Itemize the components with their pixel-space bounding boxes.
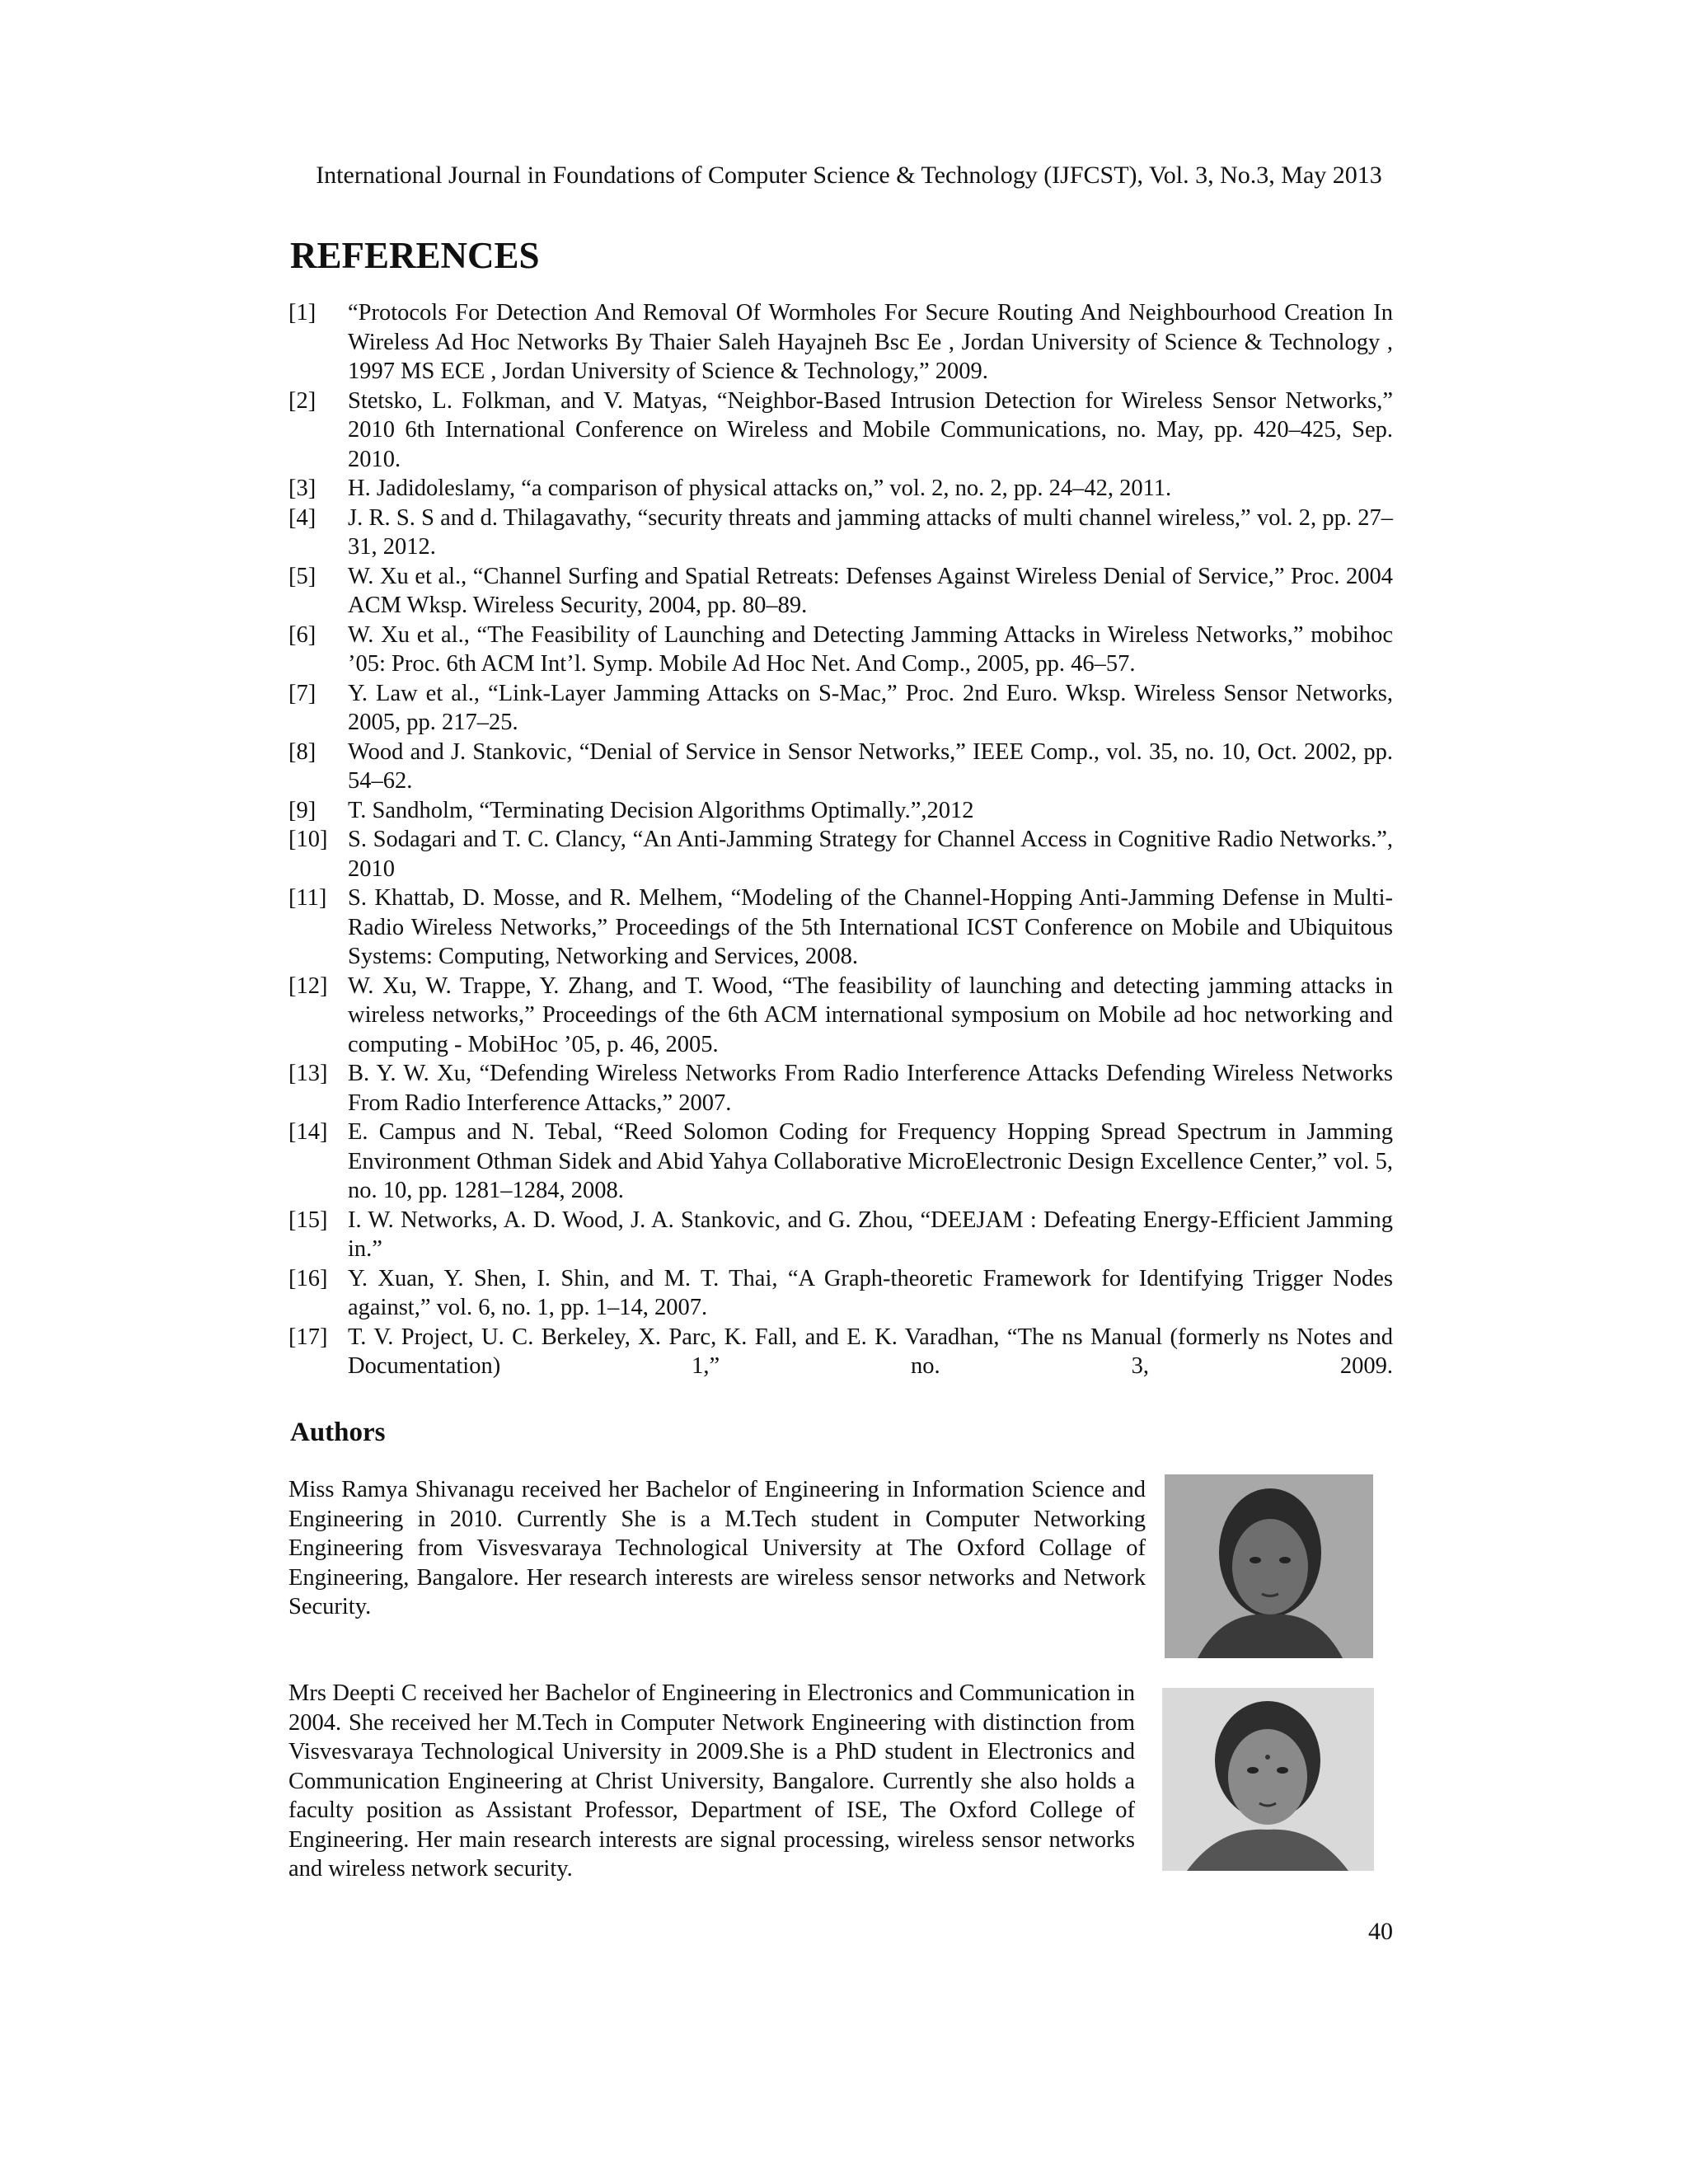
reference-item: [288, 679, 1393, 738]
reference-number: [1]: [288, 300, 316, 326]
reference-item: [288, 504, 1393, 562]
reference-item: [288, 796, 1393, 826]
reference-number: [6]: [288, 621, 316, 648]
reference-text: W. Xu et al., “Channel Surfing and Spatial Retreats: Defenses Against Wireless Denial of Service,” Proc. 2004 ACM Wksp. Wireless Security, 2004, pp. 80–89.: [348, 563, 1393, 618]
reference-text: W. Xu et al., “The Feasibility of Launching and Detecting Jamming Attacks in Wireless Networks,” mobihoc ’05: Proc. 6th ACM Int’l. Symp. Mobile Ad Hoc Net. And Comp., 2005, pp. 46–57.: [348, 621, 1393, 677]
reference-list: [288, 298, 1393, 1381]
reference-item: [288, 972, 1393, 1060]
reference-text: T. Sandholm, “Terminating Decision Algorithms Optimally.”,2012: [348, 797, 974, 823]
reference-item: [288, 883, 1393, 972]
reference-text: B. Y. W. Xu, “Defending Wireless Networks From Radio Interference Attacks Defending Wireless Networks From Radio Interference Attacks,” 2007.: [348, 1061, 1393, 1116]
page-number: 40: [1368, 1918, 1393, 1945]
reference-item: [288, 738, 1393, 796]
reference-number: [15]: [288, 1207, 328, 1233]
reference-text: S. Sodagari and T. C. Clancy, “An Anti-Jamming Strategy for Channel Access in Cognitive Radio Networks.”, 2010: [348, 827, 1393, 882]
reference-number: [16]: [288, 1265, 328, 1291]
reference-number: [5]: [288, 563, 316, 589]
reference-text: “Protocols For Detection And Removal Of Wormholes For Secure Routing And Neighbourhood Creation In Wireless Ad Hoc Networks By Thaier Saleh Hayajneh Bsc Ee , Jordan University of Science & Technology , 1997 MS ECE , Jordan University of Science & Technology,” 2009.: [348, 300, 1393, 384]
reference-item: [288, 1059, 1393, 1118]
reference-item: [288, 1323, 1393, 1381]
reference-text: Y. Law et al., “Link-Layer Jamming Attacks on S-Mac,” Proc. 2nd Euro. Wksp. Wireless Sensor Networks, 2005, pp. 217–25.: [348, 680, 1393, 735]
reference-item: [288, 1264, 1393, 1323]
authors-heading: Authors: [290, 1418, 386, 1447]
journal-header: International Journal in Foundations of Computer Science & Technology (IJFCST), Vol. 3, No.3, May 2013: [316, 162, 1382, 189]
reference-number: [14]: [288, 1119, 328, 1145]
reference-text: E. Campus and N. Tebal, “Reed Solomon Coding for Frequency Hopping Spread Spectrum in Jamming Environment Othman Sidek and Abid Yahya Collaborative MicroElectronic Design Excellence Center,” vol. 5, no. 10, pp. 1281–1284, 2008.: [348, 1119, 1393, 1203]
reference-number: [17]: [288, 1324, 328, 1350]
reference-item: [288, 298, 1393, 387]
author-bio-ramya: Miss Ramya Shivanagu received her Bachelor of Engineering in Information Science and Engineering in 2010. Currently She is a M.Tech student in Computer Networking Engineering from Visvesvaraya Technological University at The Oxford Collage of Engineering, Bangalore. Her research interests are wireless sensor networks and Network Security.: [288, 1477, 1146, 1619]
reference-text: H. Jadidoleslamy, “a comparison of physical attacks on,” vol. 2, no. 2, pp. 24–42, 2011.: [348, 476, 1172, 501]
references-heading: REFERENCES: [290, 235, 540, 276]
reference-item: [288, 825, 1393, 883]
reference-item: [288, 1118, 1393, 1206]
reference-number: [7]: [288, 680, 316, 706]
reference-text: S. Khattab, D. Mosse, and R. Melhem, “Modeling of the Channel-Hopping Anti-Jamming Defense in Multi-Radio Wireless Networks,” Proceedings of the 5th International ICST Conference on Mobile and Ubiquitous Systems: Computing, Networking and Services, 2008.: [348, 885, 1393, 969]
author-bio-deepti: Mrs Deepti C received her Bachelor of Engineering in Electronics and Communication in 2004. She received her M.Tech in Computer Network Engineering with distinction from Visvesvaraya Technological University in 2009.She is a PhD student in Electronics and Communication Engineering at Christ University, Bangalore. Currently she also holds a faculty position as Assistant Professor, Department of ISE, The Oxford College of Engineering. Her main research interests are signal processing, wireless sensor networks and wireless network security.: [288, 1680, 1135, 1882]
reference-number: [12]: [288, 972, 328, 999]
author-photo-deepti: [1162, 1688, 1374, 1871]
reference-number: [4]: [288, 504, 316, 531]
reference-text: Y. Xuan, Y. Shen, I. Shin, and M. T. Thai, “A Graph-theoretic Framework for Identifying Trigger Nodes against,” vol. 6, no. 1, pp. 1–14, 2007.: [348, 1265, 1393, 1320]
reference-text: T. V. Project, U. C. Berkeley, X. Parc, K. Fall, and E. K. Varadhan, “The ns Manual (formerly ns Notes and Documentation) 1,” no. 3, 2009.: [348, 1324, 1393, 1379]
reference-text: W. Xu, W. Trappe, Y. Zhang, and T. Wood, “The feasibility of launching and detecting jamming attacks in wireless networks,” Proceedings of the 6th ACM international symposium on Mobile ad hoc networking and computing - MobiHoc ’05, p. 46, 2005.: [348, 972, 1393, 1057]
reference-item: [288, 562, 1393, 621]
reference-number: [2]: [288, 387, 316, 414]
reference-text: J. R. S. S and d. Thilagavathy, “security threats and jamming attacks of multi channel wireless,” vol. 2, pp. 27–31, 2012.: [348, 504, 1393, 560]
reference-number: [11]: [288, 885, 327, 911]
reference-text: I. W. Networks, A. D. Wood, J. A. Stankovic, and G. Zhou, “DEEJAM : Defeating Energy-Efficient Jamming in.”: [348, 1207, 1393, 1262]
reference-number: [13]: [288, 1061, 328, 1086]
reference-number: [8]: [288, 738, 316, 765]
reference-item: [288, 474, 1393, 504]
reference-item: [288, 1206, 1393, 1264]
reference-item: [288, 621, 1393, 679]
reference-number: [9]: [288, 797, 316, 823]
author-photo-ramya: [1165, 1474, 1373, 1658]
reference-text: Wood and J. Stankovic, “Denial of Service in Sensor Networks,” IEEE Comp., vol. 35, no. 10, Oct. 2002, pp. 54–62.: [348, 738, 1393, 794]
reference-number: [10]: [288, 827, 328, 852]
reference-item: [288, 387, 1393, 475]
reference-number: [3]: [288, 476, 316, 501]
reference-text: Stetsko, L. Folkman, and V. Matyas, “Neighbor-Based Intrusion Detection for Wireless Sensor Networks,” 2010 6th International Conference on Wireless and Mobile Communications, no. May, pp. 420–425, Sep. 2010.: [348, 387, 1393, 472]
